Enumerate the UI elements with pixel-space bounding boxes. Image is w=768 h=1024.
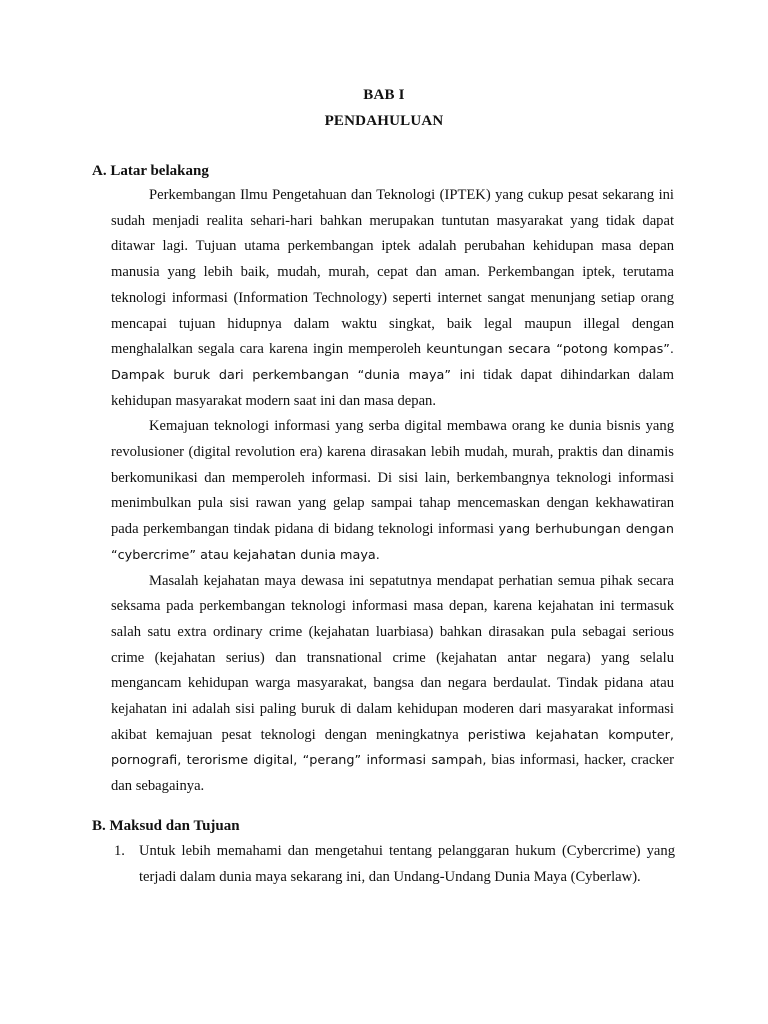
- paragraph-3-text-end: bias informasi, hacker, cracker dan sebagainya.: [111, 752, 674, 795]
- list-item-text: Untuk lebih memahami dan mengetahui tentang pelanggaran hukum (Cybercrime) yang terjadi dalam dunia maya sekarang ini, dan Undang-Undang Dunia Maya (Cyberlaw).: [139, 843, 675, 885]
- paragraph-1-text-end: tidak dapat dihindarkan dalam kehidupan masyarakat modern saat ini dan masa depan.: [111, 366, 674, 409]
- paragraph-3: [111, 569, 674, 800]
- section-b-heading: B. Maksud dan Tujuan: [92, 818, 240, 834]
- paragraph-2-text-sans: yang berhubungan dengan “cybercrime” atau kejahatan dunia maya.: [111, 522, 674, 563]
- list-item-number: 1.: [114, 843, 125, 859]
- section-a-body: [111, 183, 674, 800]
- paragraph-1: [111, 183, 674, 414]
- section-b-list: [114, 839, 675, 890]
- paragraph-2: [111, 414, 674, 568]
- paragraph-1-text-sans: keuntungan secara “potong kompas”. Dampak buruk dari perkembangan “dunia maya” ini: [111, 342, 675, 383]
- paragraph-3-text-sans: peristiwa kejahatan komputer, pornografi, terorisme digital, “perang” informasi sampah,: [111, 727, 674, 769]
- paragraph-1-text: Perkembangan Ilmu Pengetahuan dan Teknologi (IPTEK) yang cukup pesat sekarang ini sudah menjadi realita sehari-hari bahkan merupakan tuntutan masyarakat yang tidak dapat ditawar lagi. Tujuan utama perkembangan iptek adalah perubahan kehidupan masa depan manusia yang lebih baik, mudah, murah, cepat dan aman. Perkembangan iptek, terutama teknologi informasi (Information Technology) seperti internet sangat menunjang setiap orang mencapai tujuan hidupnya dalam waktu singkat, baik legal maupun illegal dengan menghalalkan segala cara karena ingin memperoleh: [111, 187, 674, 358]
- chapter-title: PENDAHULUAN: [324, 113, 444, 129]
- section-a-heading: A. Latar belakang: [92, 163, 209, 179]
- paragraph-3-text: Masalah kejahatan maya dewasa ini sepatutnya mendapat perhatian semua pihak secara seksama pada perkembangan teknologi informasi masa depan, karena kejahatan ini termasuk salah satu extra ordinary crime (kejahatan luarbiasa) bahkan dirasakan pula sebagai serious crime (kejahatan serius) dan transnational crime (kejahatan antar negara) yang selalu mengancam kehidupan warga masyarakat, bangsa dan negara berdaulat. Tindak pidana atau kejahatan ini adalah sisi paling buruk di dalam kehidupan moderen dari masyarakat informasi akibat kemajuan pesat teknologi dengan meningkatnya: [111, 572, 674, 743]
- list-item: [114, 839, 675, 890]
- chapter-number: BAB I: [363, 87, 405, 103]
- paragraph-2-text: Kemajuan teknologi informasi yang serba digital membawa orang ke dunia bisnis yang revolusioner (digital revolution era) karena dirasakan lebih mudah, murah, praktis dan dinamis berkomunikasi dan memperoleh informasi. Di sisi lain, berkembangnya teknologi informasi menimbulkan pula sisi rawan yang gelap sampai tahap mencemaskan dengan kekhawatiran pada perkembangan tindak pidana di bidang teknologi informasi: [111, 418, 674, 538]
